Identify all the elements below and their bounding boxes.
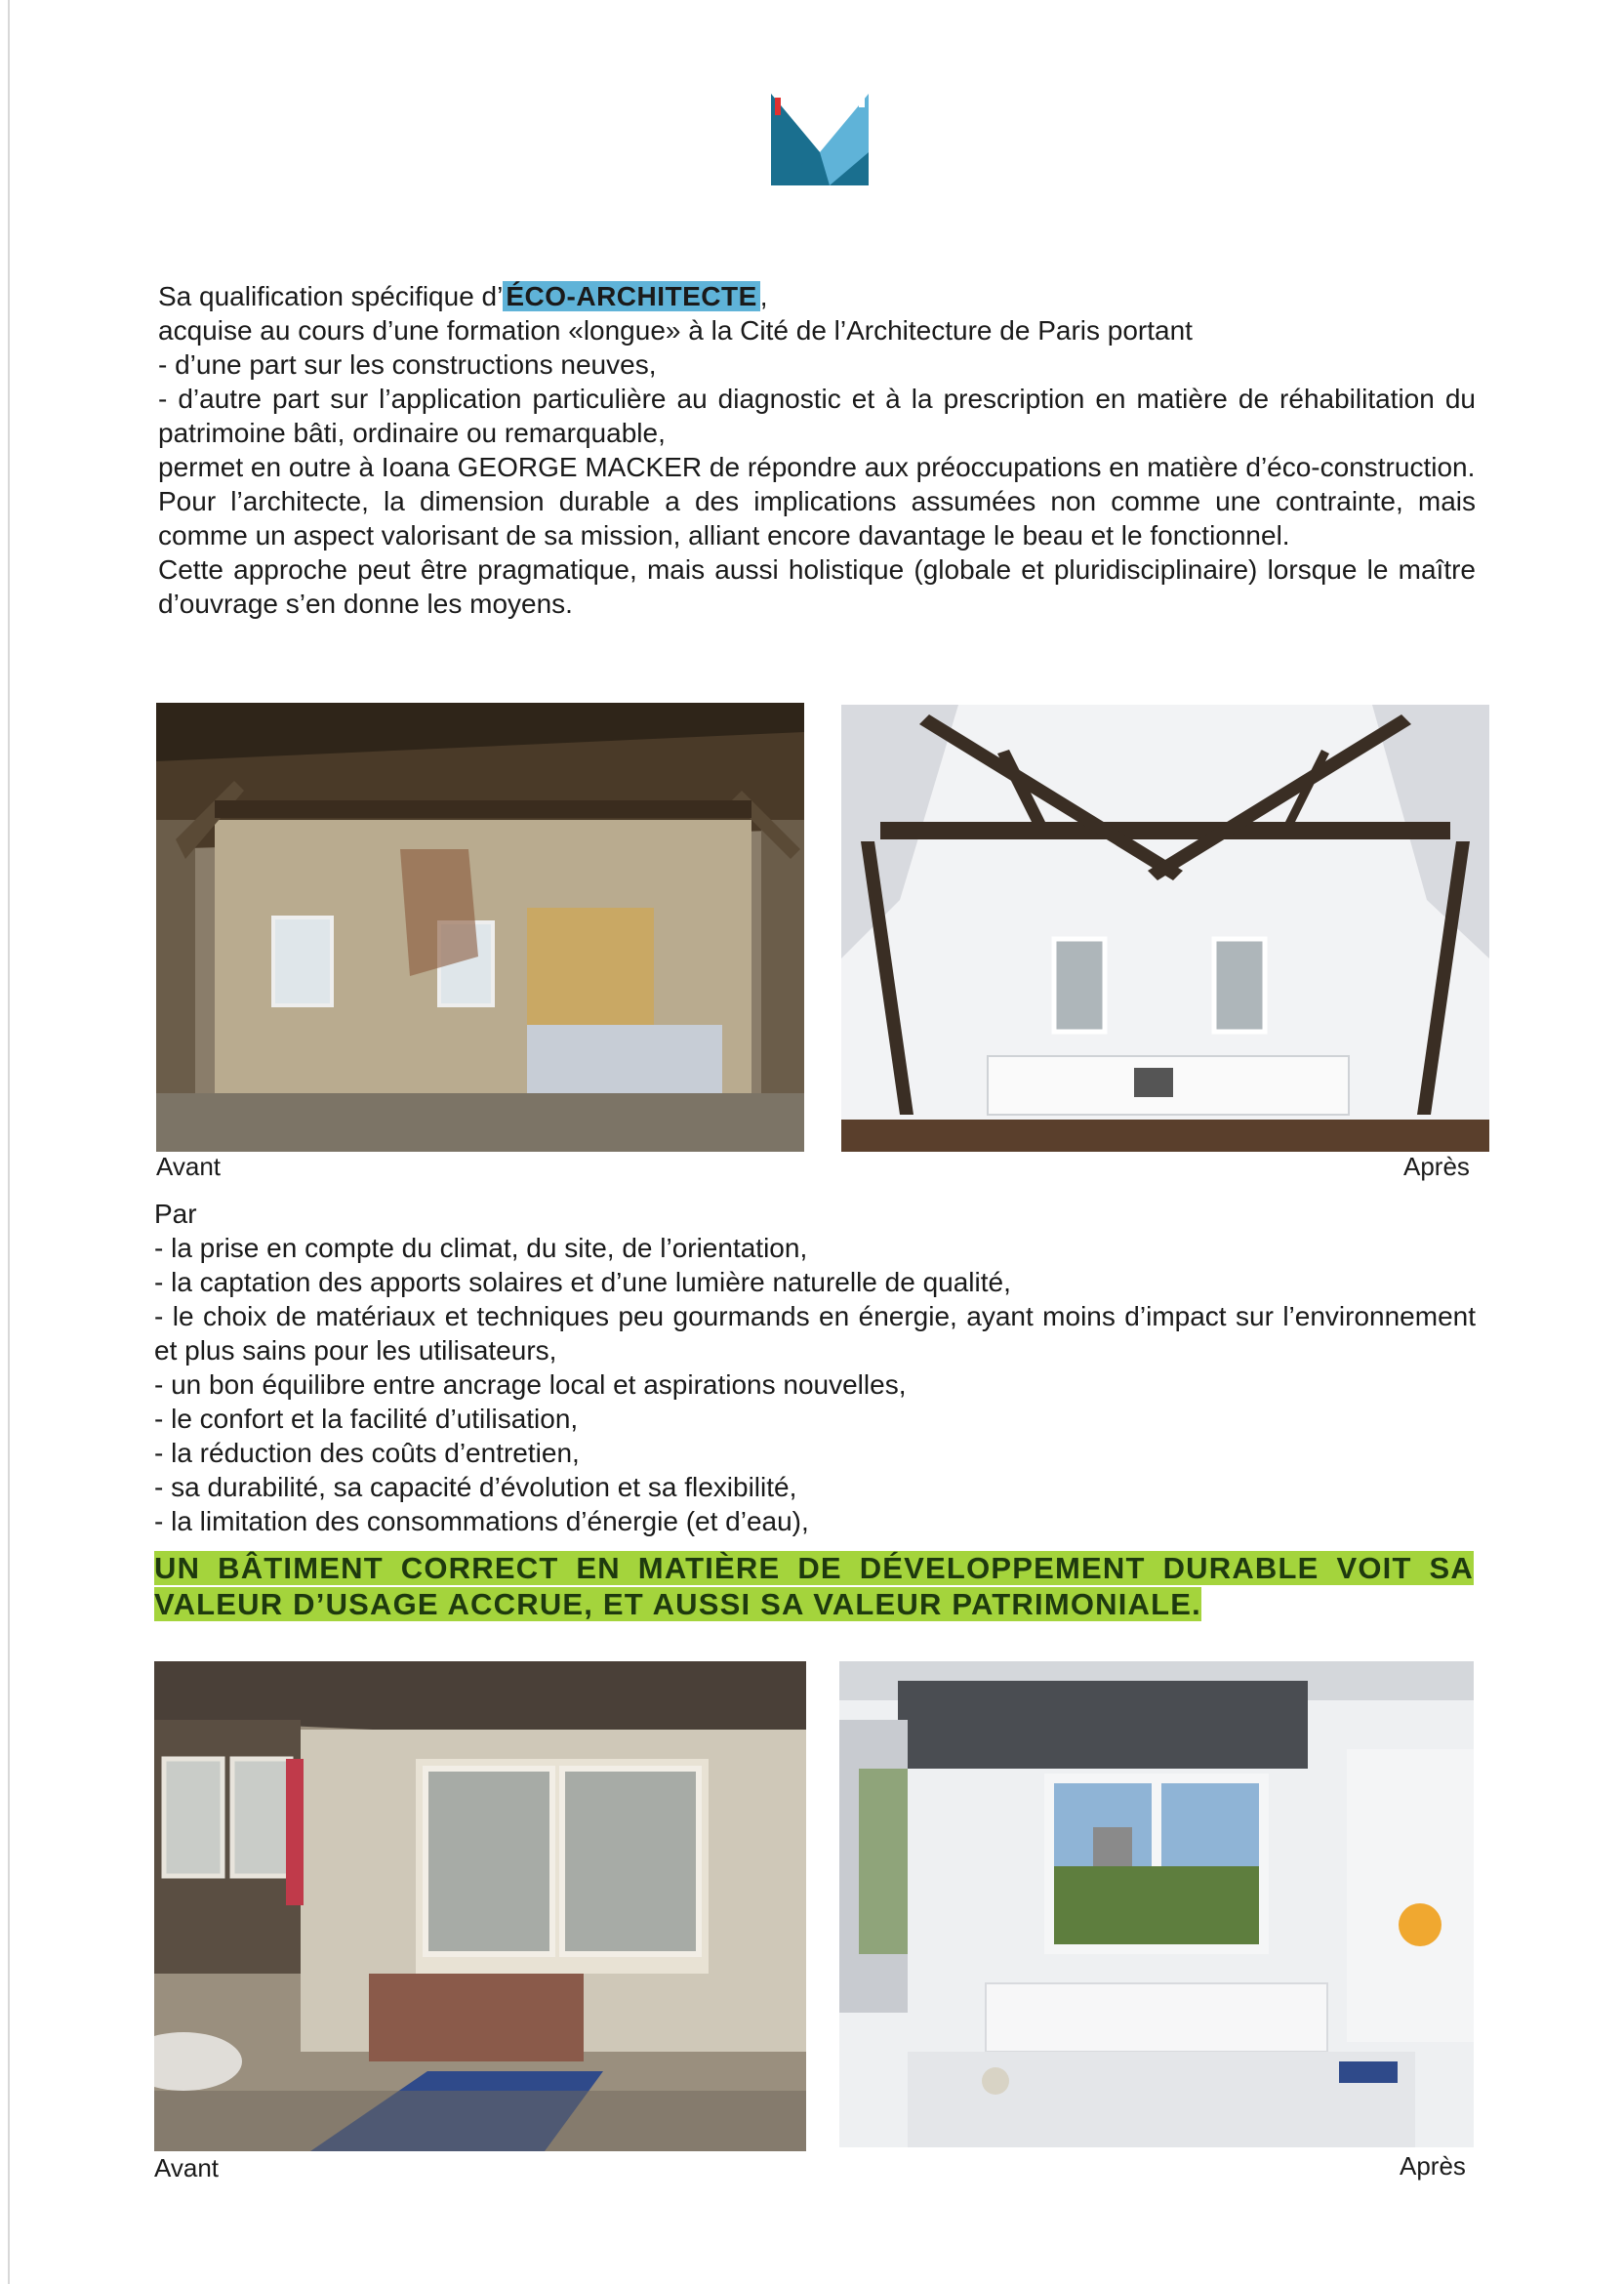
- intro-paragraph-6: Cette approche peut être pragmatique, mais aussi holistique (globale et pluridisciplinaire) lorsque le maître d’ouvrage s’en donne les moyens.: [158, 554, 1476, 619]
- photo-attic-before: [156, 703, 804, 1152]
- list-item: - la prise en compte du climat, du site, de l’orientation,: [154, 1233, 808, 1263]
- list-item: - la réduction des coûts d’entretien,: [154, 1438, 580, 1468]
- list-item: - le confort et la facilité d’utilisation,: [154, 1404, 579, 1434]
- list-heading: Par: [154, 1199, 197, 1229]
- page-margin-line: [8, 0, 10, 2284]
- list-item: - un bon équilibre entre ancrage local et aspirations nouvelles,: [154, 1369, 907, 1400]
- list-item: - la limitation des consommations d’énergie (et d’eau),: [154, 1506, 809, 1536]
- company-logo: [771, 94, 869, 185]
- caption-top-before: Avant: [156, 1152, 222, 1181]
- list-item: - le choix de matériaux et techniques peu gourmands en énergie, ayant moins d’impact sur l’environnement et plus sains pour les utilisateurs,: [154, 1301, 1476, 1366]
- intro-section: [158, 279, 1476, 621]
- sustainability-banner: [154, 1550, 1474, 1622]
- photo-attic-after: [841, 705, 1489, 1152]
- caption-bottom-before: Avant: [154, 2153, 220, 2182]
- intro-paragraph-5: Pour l’architecte, la dimension durable a des implications assumées non comme une contrainte, mais comme un aspect valorisant de sa mission, alliant encore davantage le beau et le fonctionnel.: [158, 486, 1476, 551]
- caption-top-after: Après: [1403, 1152, 1470, 1181]
- intro-paragraph-2: - d’une part sur les constructions neuves,: [158, 349, 657, 380]
- caption-bottom-after: Après: [1400, 2151, 1466, 2181]
- intro-paragraph-4: permet en outre à Ioana GEORGE MACKER de répondre aux préoccupations en matière d’éco-construction.: [158, 452, 1476, 482]
- benefits-list: [154, 1197, 1476, 1538]
- intro-paragraph-1: acquise au cours d’une formation «longue» à la Cité de l’Architecture de Paris portant: [158, 315, 1193, 346]
- banner-text: UN BÂTIMENT CORRECT EN MATIÈRE DE DÉVELOPPEMENT DURABLE VOIT SA VALEUR D’USAGE ACCRUE, ET AUSSI SA VALEUR PATRIMONIALE.: [154, 1551, 1474, 1621]
- eco-architecte-highlight: ÉCO-ARCHITECTE: [503, 281, 759, 311]
- photo-bathroom-before: [154, 1661, 806, 2151]
- list-item: - sa durabilité, sa capacité d’évolution et sa flexibilité,: [154, 1472, 797, 1502]
- list-item: - la captation des apports solaires et d’une lumière naturelle de qualité,: [154, 1267, 1011, 1297]
- photo-bathroom-after: [839, 1661, 1474, 2147]
- intro-line-1: Sa qualification spécifique d’ ÉCO-ARCHITECTE ,: [158, 281, 768, 311]
- intro-paragraph-3: - d’autre part sur l’application particulière au diagnostic et à la prescription en matière de réhabilitation du patrimoine bâti, ordinaire ou remarquable,: [158, 384, 1476, 448]
